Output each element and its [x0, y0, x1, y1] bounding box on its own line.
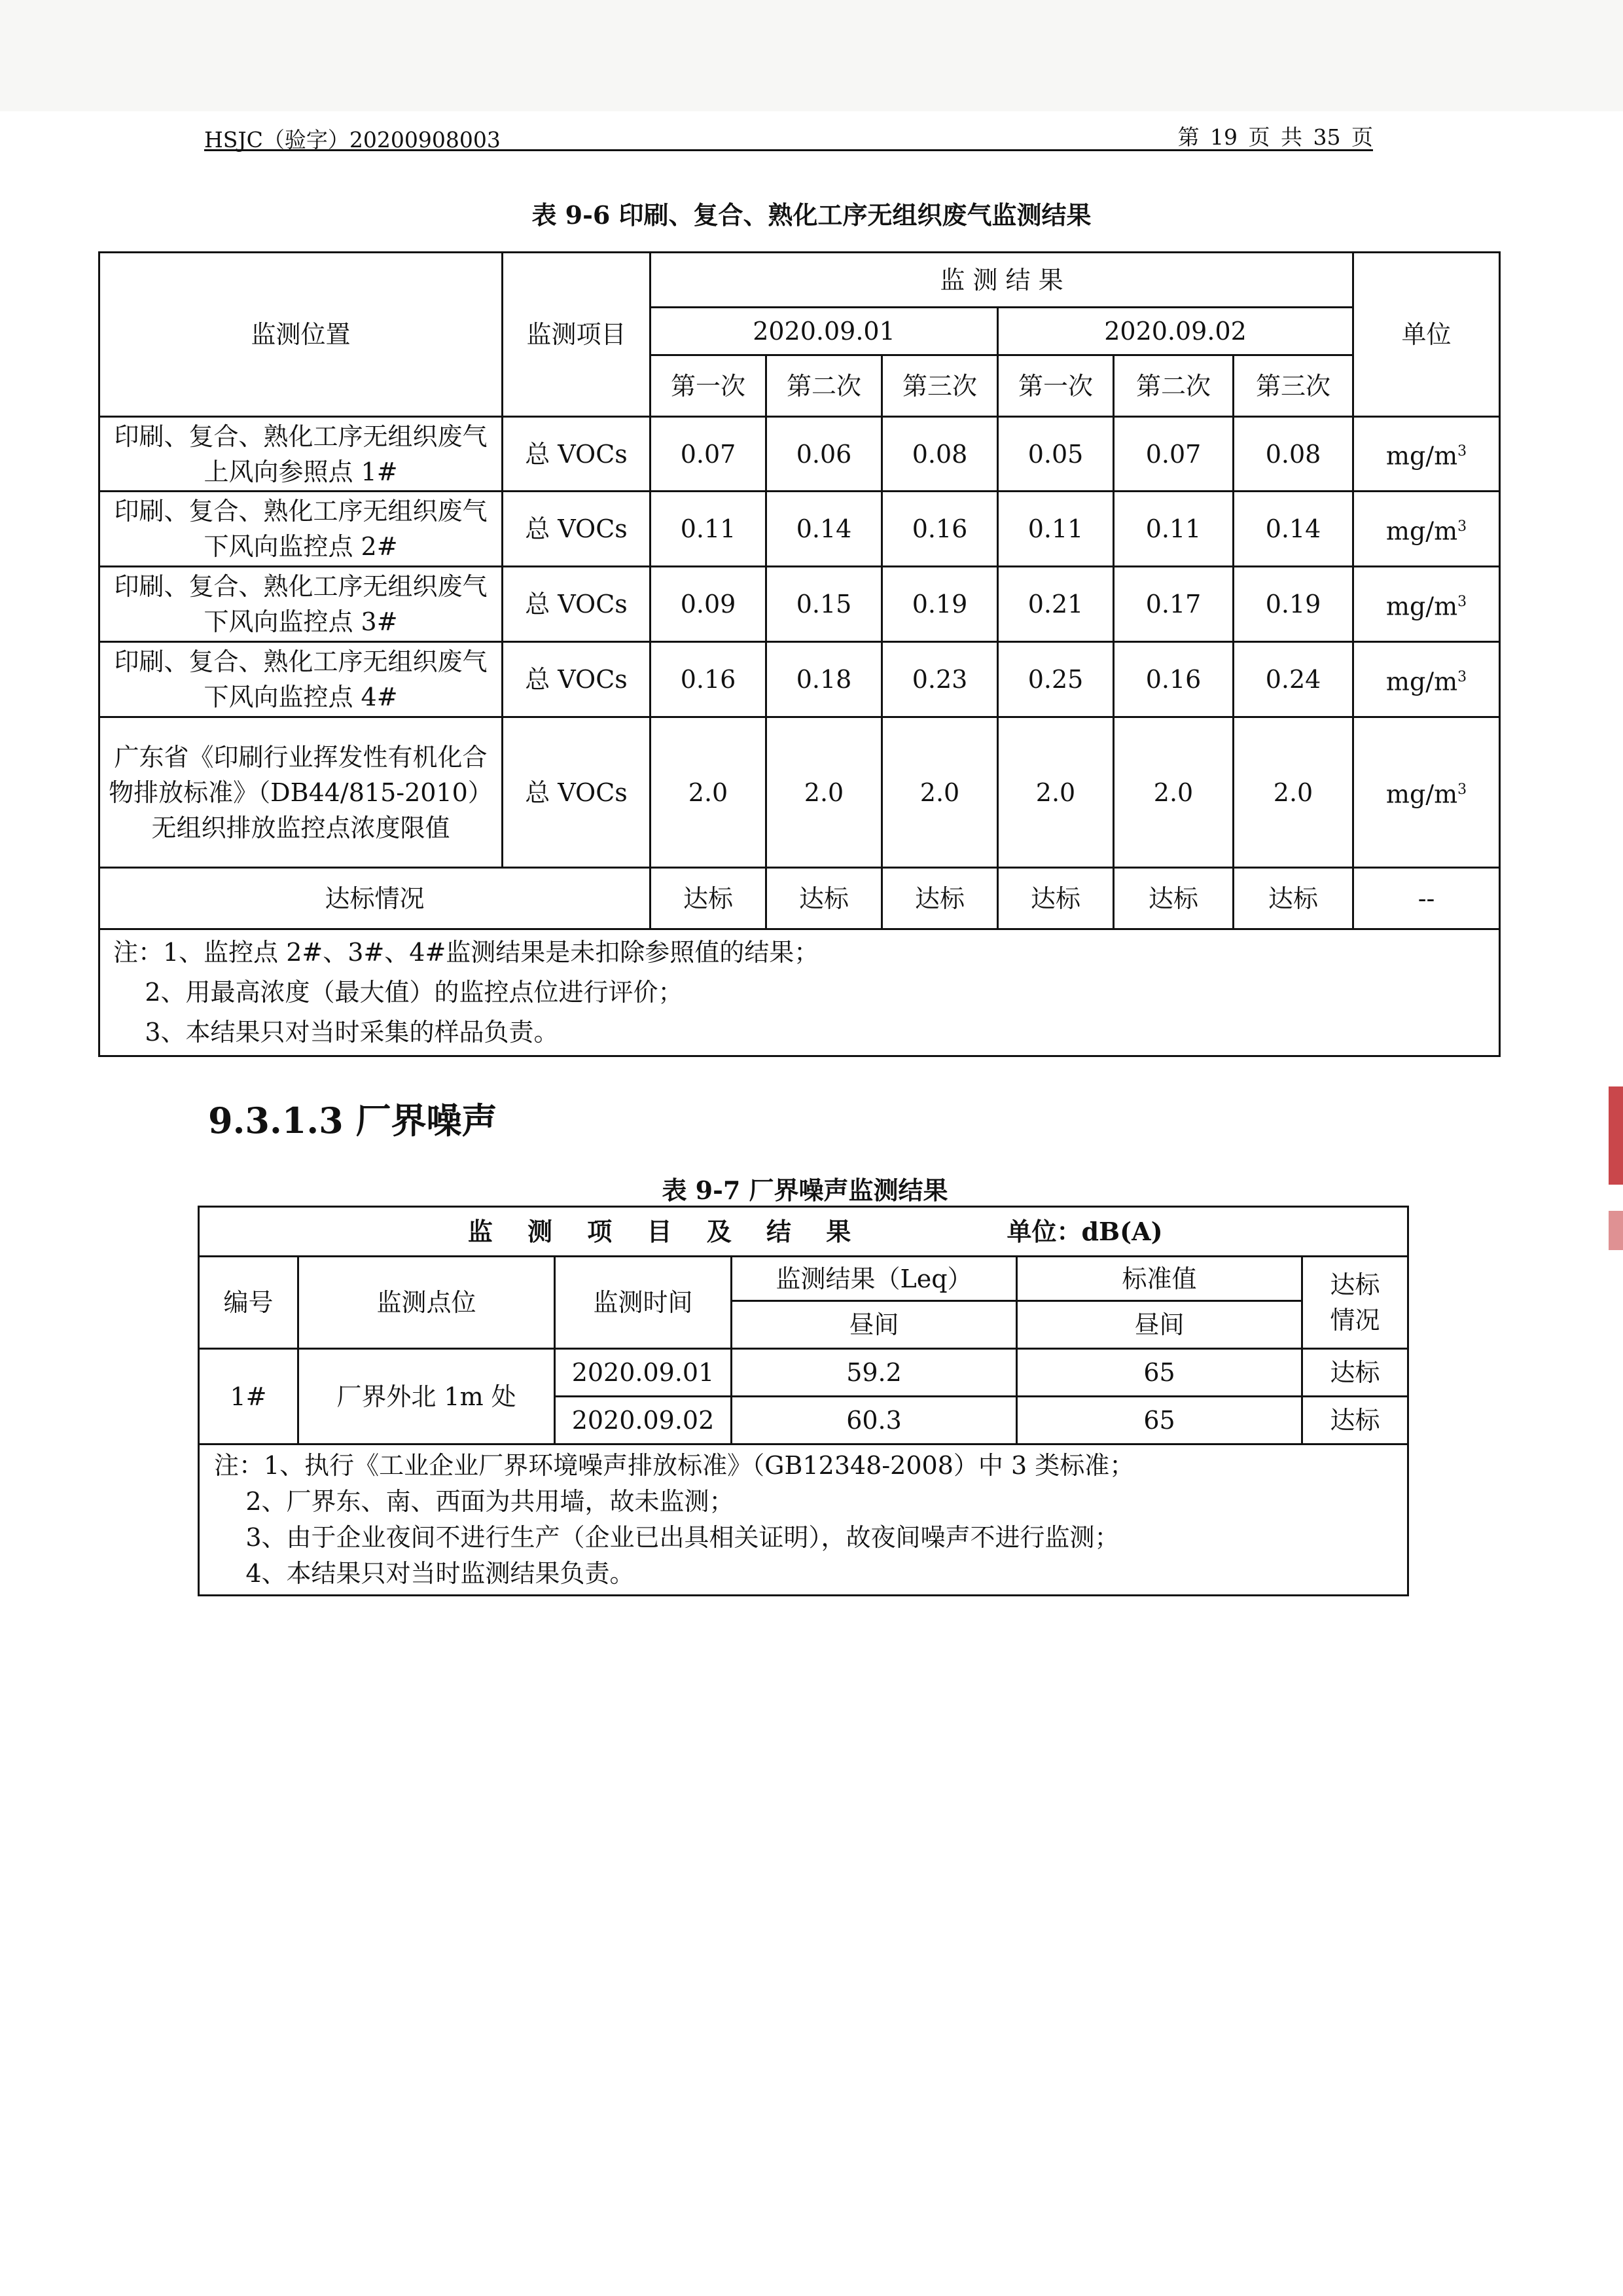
limit-value-cell: 2.0 [766, 717, 882, 868]
table-row [199, 1349, 1408, 1397]
value-cell: 0.06 [766, 417, 882, 492]
compliance-cell: 达标 [1234, 868, 1353, 929]
header-date-1: 2020.09.01 [651, 308, 998, 355]
unit-label: 单位：dB(A) [1007, 1216, 1163, 1246]
compliance-row [99, 868, 1500, 929]
value-cell: 0.08 [882, 417, 998, 492]
value-cell: 0.07 [1114, 417, 1234, 492]
unit-exponent: 3 [1457, 518, 1467, 535]
header-results: 监 测 结 果 [651, 253, 1353, 308]
standard-location-cell: 广东省《印刷行业挥发性有机化合物排放标准》（DB44/815-2010）无组织排放监控点浓度限值 [99, 717, 503, 868]
value-cell: 0.11 [998, 492, 1114, 567]
table-title: 监 测 项 目 及 结 果 [467, 1216, 865, 1246]
header-unit: 单位 [1353, 253, 1500, 417]
header-sample-6: 第三次 [1234, 355, 1353, 417]
header-location: 监测位置 [99, 253, 503, 417]
value-cell: 0.23 [882, 642, 998, 717]
date-cell: 2020.09.02 [555, 1397, 732, 1444]
table-9-7-notes [199, 1444, 1408, 1596]
document-number: HSJC（验字）20200908003 [204, 127, 501, 152]
compliance-unit: -- [1353, 868, 1500, 929]
standard-cell: 65 [1017, 1397, 1302, 1444]
unit-cell [1353, 717, 1500, 868]
header-item: 监测项目 [503, 253, 651, 417]
table-title-row [199, 1207, 1408, 1257]
result-cell: 59.2 [732, 1349, 1017, 1397]
result-cell: 60.3 [732, 1397, 1017, 1444]
value-cell: 0.25 [998, 642, 1114, 717]
value-cell: 0.16 [882, 492, 998, 567]
header-daytime: 昼间 [1017, 1301, 1302, 1349]
header-daytime: 昼间 [732, 1301, 1017, 1349]
value-cell: 0.14 [1234, 492, 1353, 567]
compliance-label: 达标情况 [99, 868, 651, 929]
location-cell: 印刷、复合、熟化工序无组织废气上风向参照点 1# [99, 417, 503, 492]
unit-text: mg/m [1385, 516, 1458, 546]
page-number: 第 19 页 共 35 页 [1177, 124, 1373, 150]
note-line: 2、用最高浓度（最大值）的监控点位进行评价； [113, 978, 683, 1007]
scan-edge-mark [1609, 1211, 1623, 1250]
value-cell: 0.16 [651, 642, 766, 717]
value-cell: 0.09 [651, 567, 766, 642]
section-heading: 9.3.1.3 厂界噪声 [208, 1100, 497, 1141]
header-status: 达标情况 [1302, 1257, 1408, 1349]
unit-text: mg/m [1385, 592, 1458, 621]
location-cell: 印刷、复合、熟化工序无组织废气下风向监控点 2# [99, 492, 503, 567]
scan-top-band [0, 0, 1623, 111]
unit-exponent: 3 [1457, 443, 1467, 460]
header-standard: 标准值 [1017, 1257, 1302, 1301]
unit-exponent: 3 [1457, 668, 1467, 685]
compliance-cell: 达标 [1114, 868, 1234, 929]
standard-cell: 65 [1017, 1349, 1302, 1397]
header-sample-3: 第三次 [882, 355, 998, 417]
unit-exponent: 3 [1457, 781, 1467, 798]
value-cell: 0.24 [1234, 642, 1353, 717]
limit-value-cell: 2.0 [1234, 717, 1353, 868]
compliance-cell: 达标 [998, 868, 1114, 929]
table-9-6-caption: 表 9-6 印刷、复合、熟化工序无组织废气监测结果 [531, 200, 1092, 230]
voc-results-table [98, 251, 1501, 1057]
unit-cell [1353, 567, 1500, 642]
note-line: 4、本结果只对当时监测结果负责。 [214, 1559, 635, 1588]
header-sample-5: 第二次 [1114, 355, 1234, 417]
status-cell: 达标 [1302, 1397, 1408, 1444]
compliance-cell: 达标 [651, 868, 766, 929]
header-number: 编号 [199, 1257, 298, 1349]
item-cell: 总 VOCs [503, 417, 651, 492]
location-cell: 印刷、复合、熟化工序无组织废气下风向监控点 4# [99, 642, 503, 717]
header-time: 监测时间 [555, 1257, 732, 1349]
value-cell: 0.19 [882, 567, 998, 642]
value-cell: 0.16 [1114, 642, 1234, 717]
value-cell: 0.08 [1234, 417, 1353, 492]
value-cell: 0.07 [651, 417, 766, 492]
header-sample-1: 第一次 [651, 355, 766, 417]
compliance-cell: 达标 [882, 868, 998, 929]
scan-edge-mark [1609, 1086, 1623, 1185]
table-row [99, 642, 1500, 717]
limit-value-cell: 2.0 [998, 717, 1114, 868]
value-cell: 0.17 [1114, 567, 1234, 642]
value-cell: 0.11 [651, 492, 766, 567]
compliance-cell: 达标 [766, 868, 882, 929]
status-cell: 达标 [1302, 1349, 1408, 1397]
table-9-7-caption: 表 9-7 厂界噪声监测结果 [662, 1175, 948, 1205]
note-line: 注：1、监控点 2#、3#、4#监测结果是未扣除参照值的结果； [113, 938, 819, 967]
value-cell: 0.15 [766, 567, 882, 642]
table-9-6-notes [99, 929, 1500, 1056]
table-row [99, 492, 1500, 567]
table-row [99, 417, 1500, 492]
item-cell: 总 VOCs [503, 567, 651, 642]
table-row [99, 567, 1500, 642]
header-sample-4: 第一次 [998, 355, 1114, 417]
header-point: 监测点位 [298, 1257, 555, 1349]
value-cell: 0.11 [1114, 492, 1234, 567]
note-line: 3、本结果只对当时采集的样品负责。 [113, 1018, 559, 1047]
unit-cell [1353, 492, 1500, 567]
item-cell: 总 VOCs [503, 492, 651, 567]
point-number: 1# [199, 1349, 298, 1444]
unit-cell [1353, 642, 1500, 717]
unit-cell [1353, 417, 1500, 492]
location-cell: 印刷、复合、熟化工序无组织废气下风向监控点 3# [99, 567, 503, 642]
limit-value-cell: 2.0 [882, 717, 998, 868]
header-sample-2: 第二次 [766, 355, 882, 417]
value-cell: 0.14 [766, 492, 882, 567]
unit-text: mg/m [1385, 780, 1458, 809]
value-cell: 0.19 [1234, 567, 1353, 642]
value-cell: 0.05 [998, 417, 1114, 492]
noise-results-table [198, 1206, 1409, 1596]
standard-limit-row [99, 717, 1500, 868]
note-line: 3、由于企业夜间不进行生产（企业已出具相关证明），故夜间噪声不进行监测； [214, 1523, 1120, 1552]
item-cell: 总 VOCs [503, 717, 651, 868]
note-line: 注：1、执行《工业企业厂界环境噪声排放标准》（GB12348-2008）中 3 类标准； [214, 1451, 1135, 1480]
value-cell: 0.18 [766, 642, 882, 717]
note-line: 2、厂界东、南、西面为共用墙，故未监测； [214, 1487, 734, 1516]
page-header [204, 120, 1373, 151]
limit-value-cell: 2.0 [1114, 717, 1234, 868]
item-cell: 总 VOCs [503, 642, 651, 717]
unit-text: mg/m [1385, 667, 1458, 696]
header-result: 监测结果（Leq） [732, 1257, 1017, 1301]
value-cell: 0.21 [998, 567, 1114, 642]
point-location: 厂界外北 1m 处 [298, 1349, 555, 1444]
header-date-2: 2020.09.02 [998, 308, 1353, 355]
unit-text: mg/m [1385, 441, 1458, 471]
date-cell: 2020.09.01 [555, 1349, 732, 1397]
unit-exponent: 3 [1457, 593, 1467, 610]
limit-value-cell: 2.0 [651, 717, 766, 868]
